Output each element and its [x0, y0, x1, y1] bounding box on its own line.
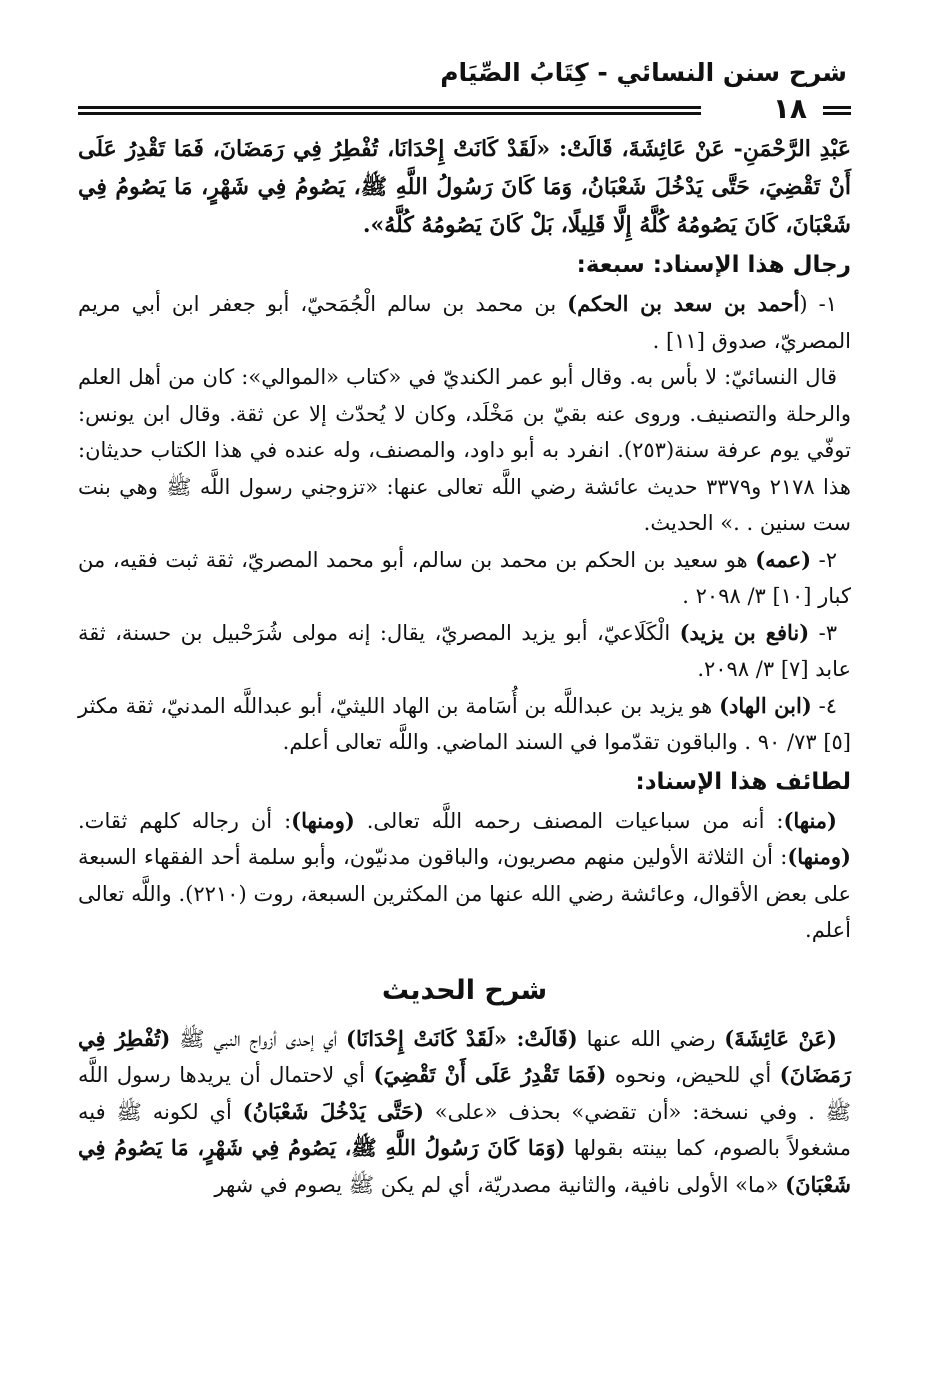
hadith-text: عَبْدِ الرَّحْمَنِ- عَنْ عَائِشَةَ، قَالَتْ: «لَقَدْ كَانَتْ إِحْدَانَا، تُفْطِرُ فِي رَمَضَانَ، فَمَا تَقْدِرُ عَلَى أَنْ تَقْضِيَ، حَتَّى يَدْخُلَ شَعْبَانُ، وَمَا كَانَ رَسُولُ اللَّهِ ﷺ، يَصُومُ فِي شَهْرٍ، مَا يَصُومُ فِي شَعْبَانَ، كَانَ يَصُومُهُ كُلَّهُ إِلَّا قَلِيلًا، بَلْ كَانَ يَصُومُهُ كُلَّهُ».	[78, 136, 851, 238]
double-rule-left	[78, 106, 701, 118]
lataif-label-1: (منها)	[783, 807, 837, 833]
narrators-heading: رجال هذا الإسناد: سبعة:	[576, 252, 851, 278]
lataif-paragraph	[78, 803, 851, 949]
lataif-text-3: : أن الثلاثة الأولين منهم مصريون، والباقون مدنيّون، وأبو سلمة أحد الفقهاء السبعة على بعض الأقوال، وعائشة رضي الله عنها من المكثرين السبعة، روت (٢٢١٠). واللَّه تعالى أعلم.	[78, 845, 851, 942]
narrator-3-bio: الْكَلَاعيّ، أبو يزيد المصريّ، يقال: إنه مولى شُرَحْبيل بن حسنة، ثقة عابد [٧] ٣/ ٢٠٩٨.	[78, 620, 851, 681]
narrator-4-bio: هو يزيد بن عبداللَّه بن أُسَامة بن الهاد الليثيّ، أبو عبداللَّه المدنيّ، ثقة مكثر [٥] ٧٣/ ٩٠ . والباقون تقدّموا في السند الماضي. واللَّه تعالى أعلم.	[78, 693, 851, 754]
header-rule	[78, 92, 851, 126]
sharh-paragraph	[78, 1021, 851, 1204]
sharh-quote-5: (حَتَّى يَدْخُلَ شَعْبَانُ)	[242, 1098, 424, 1124]
narrator-4	[78, 688, 851, 761]
narrator-2-bio: هو سعيد بن الحكم بن محمد بن سالم، أبو محمد المصريّ، ثقة ثبت فقيه، من كبار [١٠] ٣/ ٢٠٩٨ .	[78, 547, 851, 608]
narrator-4-number: ٤-	[811, 693, 837, 718]
lataif-text-2: : أن رجاله كلهم ثقات.	[78, 808, 292, 833]
narrator-3-number: ٣-	[809, 620, 837, 645]
narrator-1-name: أحمد بن سعد بن الحكم)	[567, 291, 800, 316]
lataif-label-3: (ومنها)	[787, 844, 851, 869]
narrator-1-continued: قال النسائيّ: لا بأس به. وقال أبو عمر الكنديّ في «كتاب «الموالي»: كان من أهل العلم والرحلة والتصنيف. وروى عنه بقيّ بن مَخْلَد، وكان لا يُحدّث إلا عن ثقة. وقال ابن يونس: توفّي يوم عرفة سنة(٢٥٣). انفرد به أبو داود، والمصنف، وله عنده في هذا الكتاب حديثان: هذا ٢١٧٨ و٣٣٧٩ حديث عائشة رضي اللَّه تعالى عنها: «تزوجني رسول اللَّه ﷺ وهي بنت ست سنين . .» الحديث.	[78, 365, 851, 535]
sharh-text-5: أي لكونه ﷺ فيه مشغولاً بالصوم، كما بينته بقولها	[78, 1099, 851, 1160]
page-number: ١٨	[772, 92, 807, 125]
narrator-2	[78, 542, 851, 615]
narrator-2-number: ٢-	[811, 547, 837, 572]
narrator-3	[78, 615, 851, 688]
narrator-3-name: (نافع بن يزيد)	[679, 619, 810, 645]
double-rule-right	[823, 106, 851, 118]
sharh-text-3: أي للحيض، ونحوه	[606, 1063, 780, 1087]
sharh-text-6: «ما» الأولى نافية، والثانية مصدريّة، أي لم يكن ﷺ يصوم في شهر	[214, 1172, 786, 1197]
narrator-1	[78, 286, 851, 359]
running-title: شرح سنن النسائي - كِتَابُ الصِّيَام	[440, 58, 847, 87]
sharh-quote-1: (عَنْ عَائِشَةَ)	[724, 1025, 837, 1051]
book-page	[78, 56, 851, 1203]
lataif-heading: لطائف هذا الإسناد:	[635, 768, 851, 795]
sharh-quote-2: (قَالَتْ: «لَقَدْ كَانَتْ إِحْدَانَا)	[346, 1025, 578, 1051]
sharh-text-2: أي إحدى أزواج النبي ﷺ	[170, 1026, 347, 1051]
sharh-quote-6: (وَمَا كَانَ رَسُولُ اللَّهِ ﷺ، يَصُومُ فِي شَهْرٍ، مَا يَصُومُ فِي شَعْبَانَ)	[78, 1135, 851, 1197]
lataif-text-1: : أنه من سباعيات المصنف رحمه اللَّه تعالى.	[354, 808, 784, 833]
lataif-label-2: (ومنها)	[291, 807, 355, 833]
narrator-2-name: (عمه)	[755, 546, 812, 572]
narrator-1-bio: بن محمد بن سالم الْجُمَحيّ، أبو جعفر ابن أبي مريم المصريّ، صدوق [١١] .	[78, 292, 851, 353]
narrator-1-number: ١- (	[799, 292, 837, 316]
sharh-text-4: أي لاحتمال أن يريدها رسول اللَّه ﷺ . وفي نسخة: «أن تقضي» بحذف «على»	[78, 1063, 851, 1124]
sharh-title: شرح الحديث	[381, 974, 548, 1006]
sharh-text-1: رضي الله عنها	[577, 1026, 725, 1051]
sharh-quote-3: (تُفْطِرُ فِي رَمَضَانَ)	[78, 1025, 851, 1087]
sharh-quote-4: (فَمَا تَقْدِرُ عَلَى أَنْ تَقْضِيَ)	[373, 1062, 607, 1087]
narrator-4-name: (ابن الهاد)	[719, 692, 812, 718]
